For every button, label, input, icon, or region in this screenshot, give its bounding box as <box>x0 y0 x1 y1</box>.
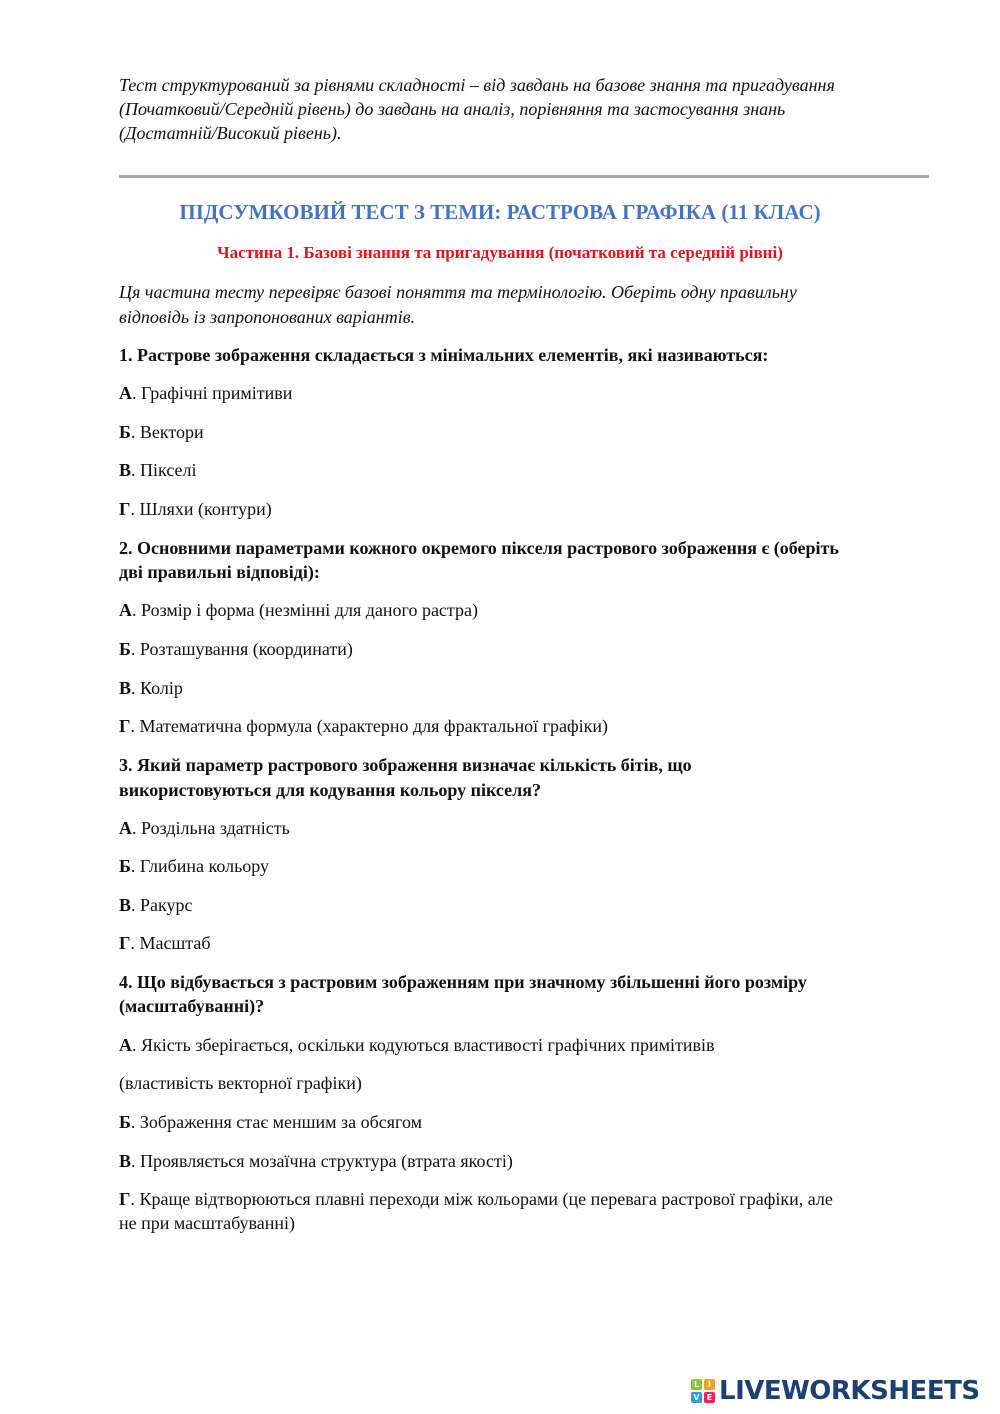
option-letter: Г <box>119 933 131 953</box>
horizontal-divider <box>119 175 929 178</box>
answer-option-a-continuation: (властивість векторної графіки) <box>119 1073 362 1093</box>
answer-option-c[interactable] <box>119 459 197 481</box>
liveworksheets-logo[interactable] <box>691 1376 980 1406</box>
page-title: ПІДСУМКОВИЙ ТЕСТ З ТЕМИ: РАСТРОВА ГРАФІКА (11 КЛАС) <box>179 200 821 224</box>
answer-option-b[interactable] <box>119 855 269 877</box>
option-text: . Якість зберігається, оскільки кодуються властивості графічних примітивів <box>132 1035 715 1055</box>
part-title: Частина 1. Базові знання та пригадування (початковий та середній рівні) <box>217 243 783 262</box>
question-text: (масштабуванні)? <box>119 996 265 1016</box>
answer-option-d[interactable] <box>119 715 608 737</box>
option-text: . Зображення стає меншим за обсягом <box>130 1112 422 1132</box>
answer-option-b[interactable] <box>119 421 204 443</box>
option-letter: Г <box>119 1189 131 1209</box>
option-letter: А <box>119 1035 132 1055</box>
logo-text: LIVEWORKSHEETS <box>719 1376 980 1406</box>
option-letter: Б <box>119 1112 131 1132</box>
option-text: . Роздільна здатність <box>132 818 290 838</box>
option-text: . Проявляється мозаїчна структура (втрата якості) <box>131 1151 513 1171</box>
option-text: . Розмір і форма (незмінні для даного растра) <box>132 600 478 620</box>
logo-tile: E <box>704 1392 715 1403</box>
answer-option-d[interactable] <box>119 1188 833 1210</box>
option-text: . Графічні примітиви <box>132 383 293 403</box>
part-description: Ця частина тесту перевіряє базові поняття та термінологію. Оберіть одну правильну <box>119 282 797 302</box>
option-text: . Краще відтворюються плавні переходи між кольорами (це перевага растрової графіки, але <box>130 1189 833 1209</box>
option-letter: В <box>119 460 132 480</box>
logo-tile: V <box>691 1392 702 1403</box>
option-letter: А <box>119 383 132 403</box>
intro-line: Тест структурований за рівнями складності – від завдань на базове знання та пригадування <box>119 75 835 95</box>
question-text: дві правильні відповіді): <box>119 562 320 582</box>
answer-option-a[interactable] <box>119 382 292 404</box>
option-letter: Б <box>119 856 131 876</box>
question-text: 3. Який параметр растрового зображення визначає кількість бітів, що <box>119 755 692 775</box>
answer-option-d-continuation: не при масштабуванні) <box>119 1213 296 1233</box>
answer-option-c[interactable] <box>119 1150 513 1172</box>
answer-option-b[interactable] <box>119 638 353 660</box>
option-text: . Ракурс <box>131 895 193 915</box>
part-description: відповідь із запропонованих варіантів. <box>119 307 416 327</box>
option-letter: Б <box>119 422 131 442</box>
logo-tile: I <box>704 1379 715 1390</box>
option-letter: А <box>119 818 132 838</box>
option-text: . Пікселі <box>131 460 197 480</box>
option-text: . Шляхи (контури) <box>130 499 272 519</box>
option-letter: В <box>119 1151 132 1171</box>
answer-option-c[interactable] <box>119 677 183 699</box>
question-text: 1. Растрове зображення складається з мінімальних елементів, які називаються: <box>119 345 769 365</box>
option-letter: Б <box>119 639 131 659</box>
answer-option-a[interactable] <box>119 599 478 621</box>
option-text: . Вектори <box>130 422 204 442</box>
option-text: . Колір <box>131 678 183 698</box>
question-text: 4. Що відбувається з растровим зображенням при значному збільшенні його розміру <box>119 972 807 992</box>
logo-tile: L <box>691 1379 702 1390</box>
option-text: . Масштаб <box>130 933 211 953</box>
answer-option-a[interactable] <box>119 1034 714 1056</box>
option-letter: Г <box>119 716 131 736</box>
answer-option-d[interactable] <box>119 498 272 520</box>
intro-line: (Початковий/Середній рівень) до завдань на аналіз, порівняння та застосування знань <box>119 99 786 119</box>
question-text: 2. Основними параметрами кожного окремого пікселя растрового зображення є (оберіть <box>119 538 839 558</box>
intro-line: (Достатній/Високий рівень). <box>119 123 342 143</box>
option-letter: Г <box>119 499 131 519</box>
option-text: . Математична формула (характерно для фрактальної графіки) <box>130 716 609 736</box>
option-letter: В <box>119 678 132 698</box>
option-text: . Глибина кольору <box>130 856 270 876</box>
answer-option-b[interactable] <box>119 1111 422 1133</box>
logo-tiles-icon <box>691 1379 715 1403</box>
option-letter: А <box>119 600 132 620</box>
answer-option-a[interactable] <box>119 817 290 839</box>
option-text: . Розташування (координати) <box>130 639 353 659</box>
answer-option-c[interactable] <box>119 894 193 916</box>
answer-option-d[interactable] <box>119 932 211 954</box>
option-letter: В <box>119 895 132 915</box>
question-text: використовуються для кодування кольору пікселя? <box>119 780 541 800</box>
